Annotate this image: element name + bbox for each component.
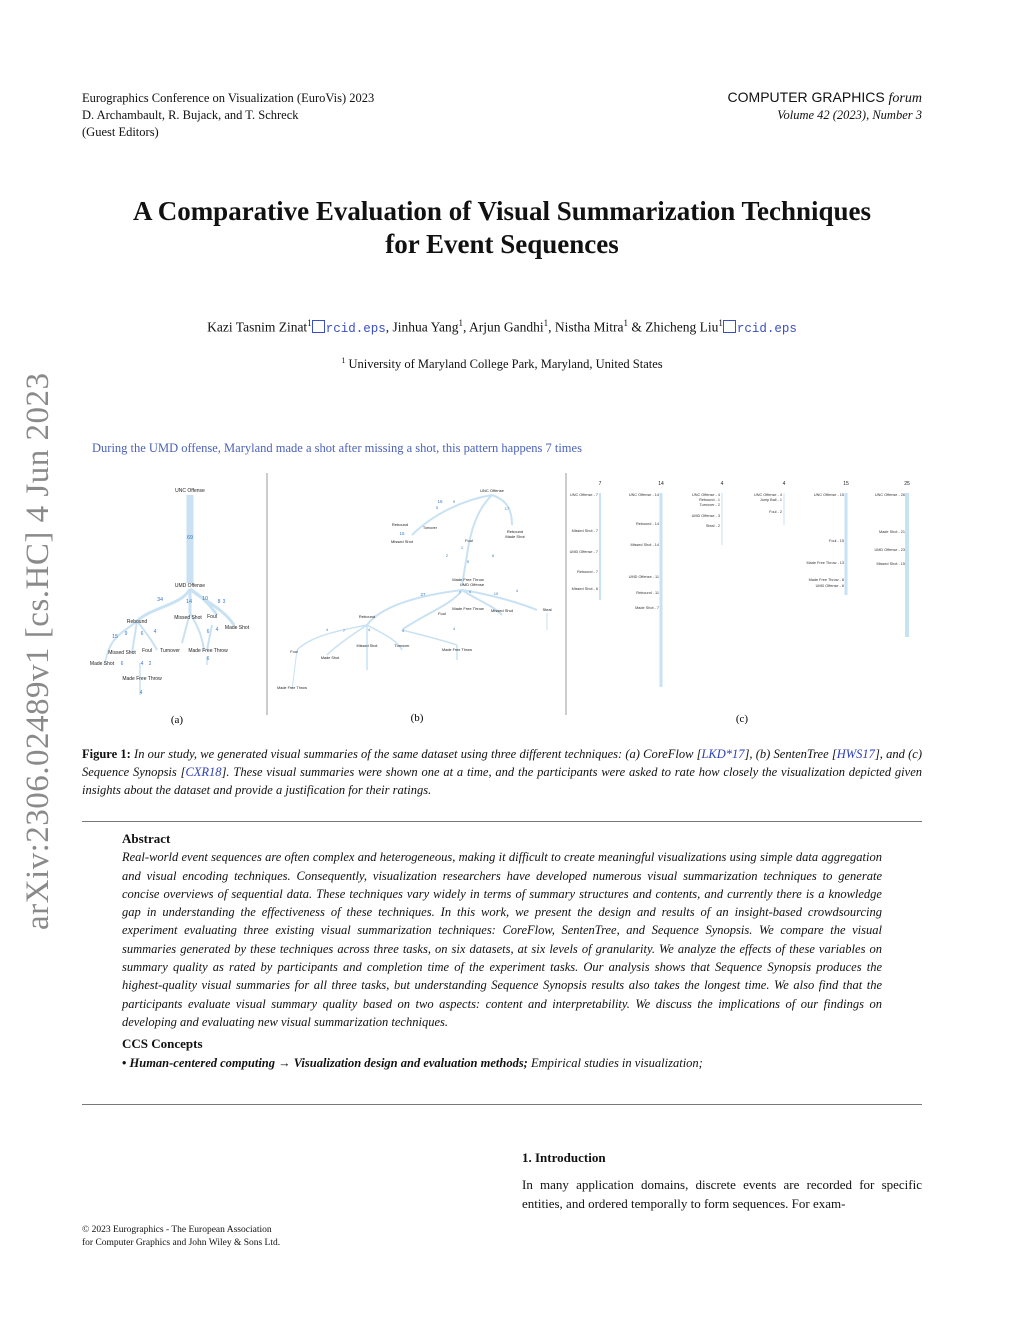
figure-node-label: Missed Shot - 7 <box>571 529 598 533</box>
figure-node-label: 9 <box>124 631 128 637</box>
figure-node-label: UMD Offense - 23 <box>874 548 905 552</box>
figure-node-label: Rebound - 7 <box>577 570 598 574</box>
introduction-section <box>522 1148 922 1213</box>
figure-node-label: 3 <box>222 599 226 605</box>
coreflow-panel <box>104 495 234 695</box>
figure-node-label: Made Shot <box>89 661 115 667</box>
figure-node-label: 14 <box>185 599 193 605</box>
affiliation <box>82 356 922 372</box>
figure-node-label: 5 <box>466 559 470 564</box>
figure-node-label: Missed Shot <box>490 608 514 613</box>
journal-volume: Volume 42 (2023), Number 3 <box>777 108 922 122</box>
figure-node-label: 17 <box>504 506 510 511</box>
figure-node-label: Rebound <box>391 522 409 527</box>
figure-node-label: UMD Offense - 7 <box>569 550 598 554</box>
subfigure-label-b: (b) <box>410 712 424 724</box>
figure-node-label: 14 <box>658 481 664 487</box>
affil-sup: 1 <box>341 356 346 365</box>
figure-node-label: Foul - 2 <box>769 510 782 514</box>
orcid-icon <box>312 320 325 333</box>
figure-node-label: 7 <box>598 481 602 487</box>
ccs-line <box>122 1054 882 1072</box>
figure-node-label: UMD Offense - 11 <box>628 575 659 579</box>
figure-node-label: Rebound <box>506 529 524 534</box>
figure-node-label: Foul <box>465 538 473 543</box>
figure-node-label: 1 <box>460 545 464 550</box>
figure-node-label: Turnover <box>423 526 437 530</box>
figure-node-label: Rebound <box>358 614 376 619</box>
subfigure-label-c: (c) <box>735 713 749 725</box>
affil-sup: 1 <box>623 318 628 328</box>
figure-node-label: 16 <box>437 499 443 504</box>
ccs-arrow: → <box>275 1055 294 1070</box>
figure-node-label: 15 <box>111 634 119 640</box>
figure-1 <box>82 465 922 735</box>
abstract-body: Real-world event sequences are often complex and heterogeneous, making it difficult to create meaningful visualizations using simple data aggregation and visual encoding techniques. Consequently, visualization researchers have developed numerous visual summarization techniques to generate concise overviews of sequential data. These techniques vary widely in terms of summary structures and contents, and currently there is a knowledge gap in understanding the effectiveness of these techniques. In this work, we present the design and results of an insight-based crowdsourcing experiment evaluating three existing visual summarization techniques: CoreFlow, SentenTree, and Sequence Synopsis. We compare the visual summaries generated by these techniques across three tasks, on six datasets, at six levels of granularity. We analyze the effects of these variables on summary quality as rated by participants and completion time of the experiment tasks. Our analysis shows that Sequence Synopsis produces the highest-quality visual summaries for all three tasks, but understanding Sequence Synopsis results also takes the longest time. We also find that the participants evaluate visual summary quality based on two aspects: content and interpretability. We discuss the implications of our findings on developing and evaluating new visual summarization techniques. <box>122 850 882 1029</box>
figure-node-label: UNC Offense - 4 <box>754 493 782 497</box>
citation-link[interactable]: HWS17 <box>836 747 875 761</box>
affiliation-text: University of Maryland College Park, Maryland, United States <box>345 357 663 372</box>
figure-node-label: Foul - 15 <box>829 539 844 543</box>
figure-node-label: 9 <box>452 499 456 504</box>
figure-node-label: Made Free Throw <box>277 686 307 690</box>
figure-node-label: Made Shot - 7 <box>635 606 659 610</box>
journal-header <box>728 89 922 124</box>
figure-node-label: 10 <box>201 596 209 602</box>
intro-body: In many application domains, discrete events are recorded for specific entities, and ordered temporally to form sequences. For exam- <box>522 1177 922 1211</box>
orcid-text: rcid.eps <box>325 321 386 336</box>
figure-node-label: UMD Offense <box>459 582 485 587</box>
journal-name-main: COMPUTER GRAPHICS <box>727 89 889 105</box>
figure-node-label: 34 <box>156 597 164 603</box>
copyright-line: for Computer Graphics and John Wiley & Sons Ltd. <box>82 1238 281 1248</box>
figure-node-label: Rebound <box>126 619 148 625</box>
figure-node-label: 2 <box>148 661 152 667</box>
figure-node-label: 6 <box>206 656 210 662</box>
figure-node-label: Made Free Throw <box>452 606 484 611</box>
figure-node-label: Made Free Throw <box>188 648 228 654</box>
affil-sup: 1 <box>718 318 723 328</box>
copyright-line: © 2023 Eurographics - The European Association <box>82 1225 272 1235</box>
figure-node-label: 6 <box>206 629 210 635</box>
figure-node-label: Missed Shot - 15 <box>876 562 905 566</box>
figure-node-label: Rebound - 14 <box>635 522 659 526</box>
figure-node-label: Made Free Throw - 13 <box>806 561 844 565</box>
figure-node-label: Made Free Throw - 8 <box>808 578 844 582</box>
ccs-heading: CCS Concepts <box>122 1036 203 1052</box>
figure-node-label: Steal <box>542 607 552 612</box>
figure-node-label: Rebound - 1 <box>699 498 720 502</box>
figure-node-label: UNC Offense - 15 <box>813 493 844 497</box>
figure-node-label: Made Free Throw <box>122 676 162 682</box>
figure-node-label: 4 <box>720 481 724 487</box>
figure-node-label: 27 <box>420 592 426 597</box>
figure-node-label: Turnover <box>394 644 410 648</box>
figure-node-label: 4 <box>782 481 786 487</box>
figure-node-label: Made Free Throw <box>452 577 484 582</box>
figure-node-label: 4 <box>515 588 519 593</box>
figure-node-label: 4 <box>139 690 143 696</box>
figure-node-label: Made Shot <box>505 534 525 539</box>
section-divider <box>82 821 922 822</box>
figure-node-label: Made Shot - 21 <box>879 530 905 534</box>
author-name: , Arjun Gandhi <box>462 319 544 335</box>
figure-node-label: 6 <box>491 553 495 558</box>
author-name: , Jinhua Yang <box>385 319 459 335</box>
editors-role: (Guest Editors) <box>82 125 159 139</box>
figure-node-label: UNC Offense - 4 <box>692 493 720 497</box>
figure-node-label: 4 <box>325 627 329 632</box>
caption-text: ], and (c) Sequence Synopsis [ <box>82 747 922 779</box>
figure-node-label: 5 <box>435 505 439 510</box>
figure-node-label: 4 <box>468 589 472 594</box>
figure-node-label: Missed Shot <box>356 644 378 648</box>
author-name: & Zhicheng Liu <box>627 319 719 335</box>
citation-link[interactable]: CXR18 <box>185 765 222 779</box>
figure-node-label: 4 <box>153 629 157 635</box>
figure-node-label: Missed Shot <box>174 615 202 621</box>
figure-node-label: 2 <box>445 553 449 558</box>
figure-caption <box>82 745 922 799</box>
figure-node-label: UNC Offense <box>480 488 504 493</box>
figure-node-label: Foul <box>142 648 152 654</box>
figure-node-label: 10 <box>493 591 499 596</box>
copyright-footer <box>82 1224 280 1250</box>
figure-node-label: UMD Offense - 3 <box>691 514 720 518</box>
figure-node-label: Made Free Throw <box>442 648 472 652</box>
figure-node-label: 6 <box>140 631 144 637</box>
figure-node-label: UNC Offense - 7 <box>570 493 598 497</box>
figure-node-label: 4 <box>401 628 405 633</box>
affil-sup: 1 <box>543 318 549 328</box>
ccs-concepts <box>122 1035 882 1072</box>
section-divider <box>82 1104 922 1105</box>
abstract-section <box>122 830 882 1072</box>
figure-node-label: Foul <box>438 611 446 616</box>
figure-node-label: Foul <box>290 650 298 654</box>
figure-labels <box>90 481 910 696</box>
figure-node-label: 4 <box>452 626 456 631</box>
intro-heading: 1. Introduction <box>522 1150 606 1165</box>
conference-line: Eurographics Conference on Visualization (EuroVis) 2023 <box>82 91 375 105</box>
figure-node-label: Rebound - 11 <box>636 591 659 595</box>
figure-node-label: 6 <box>120 661 124 667</box>
title-line-2: for Event Sequences <box>385 229 619 259</box>
figure-node-label: 7 <box>342 628 346 633</box>
title-line-1: A Comparative Evaluation of Visual Summarization Techniques <box>132 196 872 226</box>
orcid-link[interactable] <box>312 322 386 336</box>
citation-link[interactable]: LKD*17 <box>701 747 745 761</box>
figure-node-label: Missed Shot <box>108 650 136 656</box>
figure-node-label: Turnover - 2 <box>699 503 720 507</box>
figure-node-label: UNC Offense <box>175 488 205 494</box>
figure-node-label: 4 <box>367 627 371 632</box>
figure-node-label: 4 <box>215 627 219 633</box>
journal-name-italic: forum <box>888 91 922 106</box>
figure-node-label: 15 <box>843 481 849 487</box>
figure-node-label: 4 <box>140 661 144 667</box>
journal-name <box>728 89 922 107</box>
figure-node-label: 69 <box>186 535 194 541</box>
orcid-link[interactable] <box>723 322 797 336</box>
orcid-text: rcid.eps <box>736 321 797 336</box>
figure-node-label: Jump Ball - 1 <box>759 498 782 502</box>
affil-sup: 1 <box>458 318 463 328</box>
ccs-category: Human-centered computing <box>129 1055 276 1070</box>
author-name: Kazi Tasnim Zinat <box>207 319 308 335</box>
caption-text: ]. These visual summaries were shown one at a time, and the participants were asked to rate how closely the visualization depicted given insights about the dataset and provide a justification for their ratings. <box>82 765 922 797</box>
editors-line: D. Archambault, R. Bujack, and T. Schreck <box>82 108 299 122</box>
figure-node-label: Steal - 2 <box>705 524 720 528</box>
figure-node-label: UNC Offense - 14 <box>628 493 659 497</box>
figure-node-label: 8 <box>217 599 221 605</box>
affil-sup: 1 <box>307 318 312 328</box>
author-name: , Nistha Mitra <box>548 319 624 335</box>
caption-label: Figure 1: <box>82 747 131 761</box>
ccs-bullet: • <box>122 1055 130 1070</box>
figure-node-label: Foul <box>207 614 217 620</box>
figure-node-label: Made Shot <box>320 656 340 660</box>
subfigure-label-a: (a) <box>170 714 184 726</box>
figure-node-label: 25 <box>904 481 910 487</box>
figure-node-label: Missed Shot - 14 <box>630 543 659 547</box>
figure-node-label: 15 <box>399 531 405 536</box>
ccs-subcategory: Visualization design and evaluation methods; <box>293 1055 528 1070</box>
figure-node-label: Made Shot <box>224 625 250 631</box>
figure-insight-text: During the UMD offense, Maryland made a shot after missing a shot, this pattern happens 7 times <box>92 441 582 455</box>
author-list <box>82 318 922 336</box>
figure-node-label: UMD Offense - 6 <box>815 584 844 588</box>
figure-node-label: 7 <box>458 590 462 595</box>
paper-title <box>60 195 944 261</box>
figure-node-label: Turnover <box>160 648 180 654</box>
figure-node-label: Missed Shot <box>390 539 414 544</box>
abstract-heading: Abstract <box>122 831 171 846</box>
arxiv-stamp: arXiv:2306.02489v1 [cs.HC] 4 Jun 2023 <box>20 372 56 930</box>
ccs-detail: Empirical studies in visualization; <box>527 1055 703 1070</box>
figure-node-label: UMD Offense <box>174 583 206 589</box>
orcid-icon <box>723 320 736 333</box>
caption-text: In our study, we generated visual summaries of the same dataset using three different techniques: (a) CoreFlow [ <box>130 747 702 761</box>
conference-header <box>82 90 374 141</box>
figure-node-label: Missed Shot - 6 <box>571 587 598 591</box>
caption-text: ], (b) SentenTree [ <box>744 747 837 761</box>
figure-node-label: UNC Offense - 26 <box>874 493 905 497</box>
